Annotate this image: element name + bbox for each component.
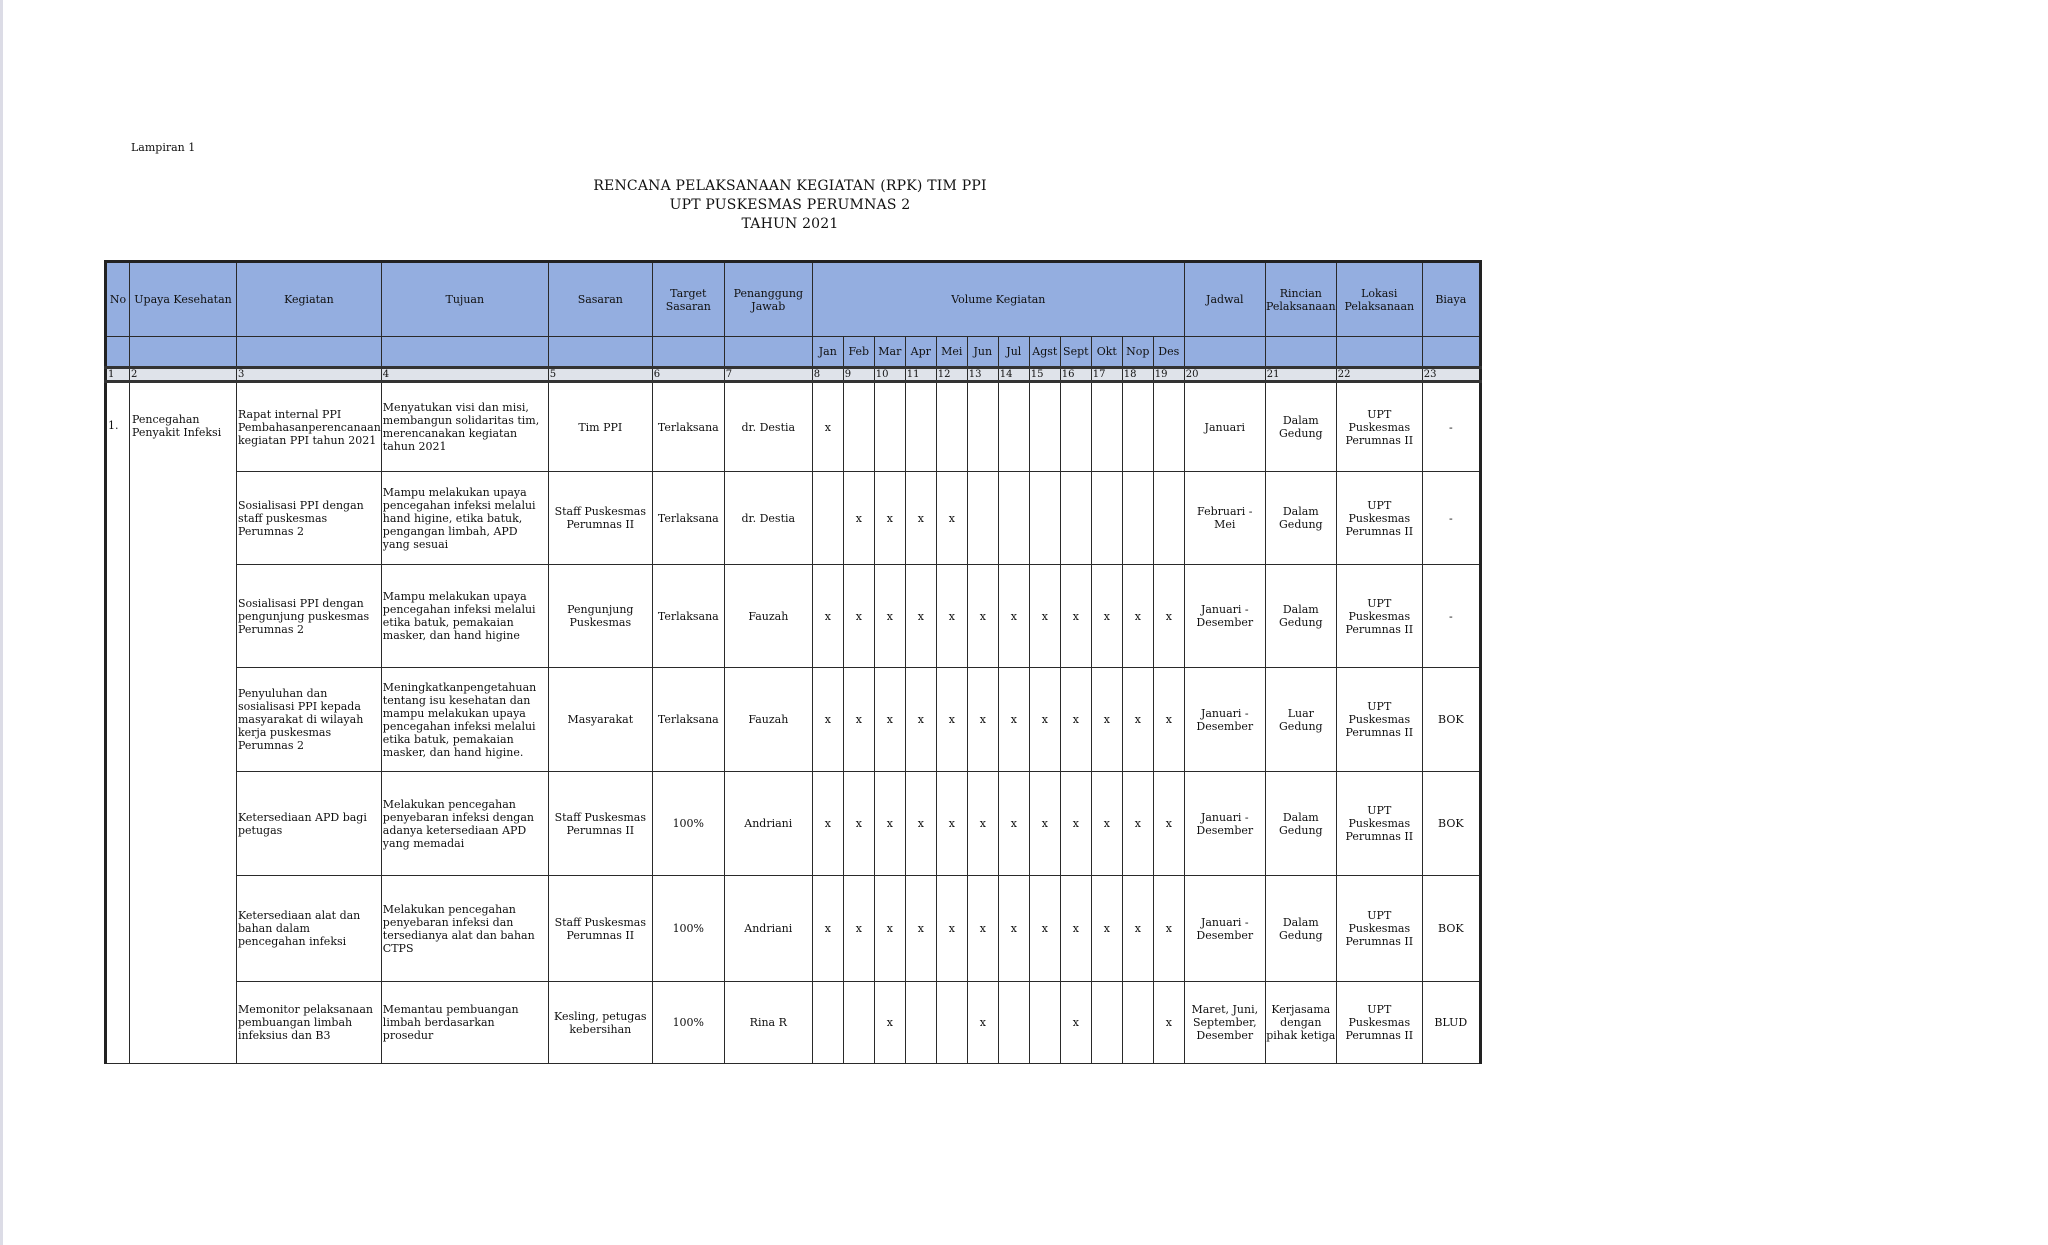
month-row-blank [548, 337, 652, 368]
sasaran-cell: Staff Puskesmas Perumnas II [548, 772, 652, 876]
month-header: Mar [874, 337, 905, 368]
sasaran-cell: Staff Puskesmas Perumnas II [548, 472, 652, 565]
month-mark [1029, 472, 1060, 565]
month-mark [998, 982, 1029, 1064]
header-no: No [106, 262, 130, 337]
document-title [510, 177, 1070, 234]
month-mark [1091, 472, 1122, 565]
kegiatan-cell: Ketersediaan alat dan bahan dalam pencegahan infeksi [237, 876, 382, 982]
month-mark: x [843, 876, 874, 982]
month-mark: x [936, 668, 967, 772]
rincian-cell: Dalam Gedung [1265, 472, 1336, 565]
month-header: Jun [967, 337, 998, 368]
month-row-blank [652, 337, 724, 368]
window-edge [0, 0, 3, 1245]
month-mark [1122, 982, 1153, 1064]
table-row [106, 982, 1481, 1064]
month-row-blank [381, 337, 548, 368]
lokasi-cell: UPT Puskesmas Perumnas II [1336, 382, 1422, 472]
sasaran-cell: Pengunjung Puskesmas [548, 565, 652, 668]
month-mark [967, 472, 998, 565]
month-mark: x [874, 565, 905, 668]
target-cell: Terlaksana [652, 382, 724, 472]
biaya-cell: BOK [1422, 668, 1480, 772]
table-row [106, 472, 1481, 565]
lokasi-cell: UPT Puskesmas Perumnas II [1336, 876, 1422, 982]
penanggung-jawab-cell: dr. Destia [724, 472, 812, 565]
sasaran-cell: Staff Puskesmas Perumnas II [548, 876, 652, 982]
tujuan-cell: Melakukan pencegahan penyebaran infeksi dengan adanya ketersediaan APD yang memadai [381, 772, 548, 876]
month-mark [1029, 982, 1060, 1064]
month-mark [812, 982, 843, 1064]
lokasi-cell: UPT Puskesmas Perumnas II [1336, 982, 1422, 1064]
month-row-blank [724, 337, 812, 368]
month-mark: x [967, 876, 998, 982]
lokasi-cell: UPT Puskesmas Perumnas II [1336, 772, 1422, 876]
month-mark: x [1122, 876, 1153, 982]
month-mark: x [1091, 772, 1122, 876]
sasaran-cell: Tim PPI [548, 382, 652, 472]
upaya-kesehatan: Pencegahan Penyakit Infeksi [130, 382, 237, 1064]
column-number: 1 [106, 368, 130, 382]
column-number: 4 [381, 368, 548, 382]
month-mark: x [1122, 668, 1153, 772]
month-mark: x [874, 982, 905, 1064]
month-mark: x [905, 876, 936, 982]
tujuan-cell: Mampu melakukan upaya pencegahan infeksi melalui hand higine, etika batuk, pengangan limbah, APD yang sesuai [381, 472, 548, 565]
month-mark: x [1153, 668, 1184, 772]
jadwal-cell: Januari [1184, 382, 1265, 472]
target-cell: Terlaksana [652, 668, 724, 772]
biaya-cell: BOK [1422, 772, 1480, 876]
month-mark: x [998, 772, 1029, 876]
lokasi-cell: UPT Puskesmas Perumnas II [1336, 668, 1422, 772]
month-header: Okt [1091, 337, 1122, 368]
month-mark [843, 982, 874, 1064]
column-number: 6 [652, 368, 724, 382]
month-mark: x [1060, 982, 1091, 1064]
jadwal-cell: Maret, Juni, September, Desember [1184, 982, 1265, 1064]
rincian-cell: Dalam Gedung [1265, 565, 1336, 668]
table-row [106, 772, 1481, 876]
month-mark: x [843, 772, 874, 876]
kegiatan-cell: Memonitor pelaksanaan pembuangan limbah infeksius dan B3 [237, 982, 382, 1064]
month-header: Mei [936, 337, 967, 368]
month-mark: x [1091, 565, 1122, 668]
month-mark: x [874, 472, 905, 565]
month-mark: x [967, 668, 998, 772]
month-mark [1122, 382, 1153, 472]
header-pj: Penanggung Jawab [724, 262, 812, 337]
column-number: 5 [548, 368, 652, 382]
month-header: Feb [843, 337, 874, 368]
month-mark [998, 382, 1029, 472]
penanggung-jawab-cell: Rina R [724, 982, 812, 1064]
column-number-row [106, 368, 1481, 382]
column-number: 7 [724, 368, 812, 382]
lokasi-cell: UPT Puskesmas Perumnas II [1336, 565, 1422, 668]
month-row-blank [130, 337, 237, 368]
target-cell: 100% [652, 772, 724, 876]
column-number: 23 [1422, 368, 1480, 382]
month-mark: x [998, 876, 1029, 982]
jadwal-cell: Januari - Desember [1184, 876, 1265, 982]
month-header: Des [1153, 337, 1184, 368]
month-mark [812, 472, 843, 565]
month-row-blank [237, 337, 382, 368]
month-mark: x [812, 876, 843, 982]
month-mark: x [1153, 876, 1184, 982]
header-sasaran: Sasaran [548, 262, 652, 337]
header-jadwal: Jadwal [1184, 262, 1265, 337]
month-mark [1122, 472, 1153, 565]
column-number: 14 [998, 368, 1029, 382]
jadwal-cell: Januari - Desember [1184, 668, 1265, 772]
month-header: Agst [1029, 337, 1060, 368]
month-mark: x [936, 565, 967, 668]
month-mark: x [967, 565, 998, 668]
month-mark: x [812, 382, 843, 472]
month-mark [1153, 382, 1184, 472]
sasaran-cell: Masyarakat [548, 668, 652, 772]
jadwal-cell: Februari - Mei [1184, 472, 1265, 565]
header-kegiatan: Kegiatan [237, 262, 382, 337]
tujuan-cell: Mampu melakukan upaya pencegahan infeksi melalui etika batuk, pemakaian masker, dan hand higine [381, 565, 548, 668]
lokasi-cell: UPT Puskesmas Perumnas II [1336, 472, 1422, 565]
month-header: Sept [1060, 337, 1091, 368]
month-row [106, 337, 1481, 368]
rpk-table [104, 260, 1482, 1064]
month-mark [1091, 982, 1122, 1064]
column-number: 8 [812, 368, 843, 382]
kegiatan-cell: Penyuluhan dan sosialisasi PPI kepada masyarakat di wilayah kerja puskesmas Perumnas 2 [237, 668, 382, 772]
month-mark: x [936, 772, 967, 876]
month-mark: x [967, 982, 998, 1064]
header-rincian: Rincian Pelaksanaan [1265, 262, 1336, 337]
rincian-cell: Kerjasama dengan pihak ketiga [1265, 982, 1336, 1064]
title-line-1: RENCANA PELAKSANAAN KEGIATAN (RPK) TIM PPI [593, 178, 987, 194]
month-mark: x [998, 668, 1029, 772]
column-number: 11 [905, 368, 936, 382]
header-upaya: Upaya Kesehatan [130, 262, 237, 337]
column-number: 9 [843, 368, 874, 382]
tujuan-cell: Melakukan pencegahan penyebaran infeksi dan tersedianya alat dan bahan CTPS [381, 876, 548, 982]
target-cell: 100% [652, 876, 724, 982]
column-number: 3 [237, 368, 382, 382]
month-header: Nop [1122, 337, 1153, 368]
column-number: 10 [874, 368, 905, 382]
table-row [106, 876, 1481, 982]
column-number: 21 [1265, 368, 1336, 382]
month-mark: x [936, 876, 967, 982]
header-row [106, 262, 1481, 337]
month-mark: x [1091, 876, 1122, 982]
column-number: 2 [130, 368, 237, 382]
kegiatan-cell: Ketersediaan APD bagi petugas [237, 772, 382, 876]
tujuan-cell: Memantau pembuangan limbah berdasarkan prosedur [381, 982, 548, 1064]
month-mark: x [1029, 772, 1060, 876]
month-mark: x [1060, 565, 1091, 668]
header-biaya: Biaya [1422, 262, 1480, 337]
month-mark [967, 382, 998, 472]
biaya-cell: - [1422, 565, 1480, 668]
month-mark: x [905, 565, 936, 668]
month-mark [1091, 382, 1122, 472]
column-number: 22 [1336, 368, 1422, 382]
month-row-blank [1422, 337, 1480, 368]
column-number: 15 [1029, 368, 1060, 382]
month-mark: x [1153, 565, 1184, 668]
month-mark: x [967, 772, 998, 876]
month-mark [905, 982, 936, 1064]
month-mark: x [905, 668, 936, 772]
month-mark [905, 382, 936, 472]
month-mark [1029, 382, 1060, 472]
jadwal-cell: Januari - Desember [1184, 772, 1265, 876]
month-mark: x [1060, 876, 1091, 982]
month-mark: x [874, 876, 905, 982]
penanggung-jawab-cell: Andriani [724, 876, 812, 982]
penanggung-jawab-cell: Fauzah [724, 565, 812, 668]
month-mark [936, 982, 967, 1064]
header-volume: Volume Kegiatan [812, 262, 1184, 337]
header-tujuan: Tujuan [381, 262, 548, 337]
month-mark: x [1153, 982, 1184, 1064]
header-lokasi: Lokasi Pelaksanaan [1336, 262, 1422, 337]
title-line-3: TAHUN 2021 [741, 216, 839, 232]
month-mark: x [1029, 668, 1060, 772]
lampiran-label: Lampiran 1 [131, 141, 196, 154]
month-mark [1060, 382, 1091, 472]
month-mark: x [905, 772, 936, 876]
month-mark: x [843, 668, 874, 772]
month-mark: x [998, 565, 1029, 668]
row-number: 1. [106, 382, 130, 1064]
biaya-cell: BOK [1422, 876, 1480, 982]
title-line-2: UPT PUSKESMAS PERUMNAS 2 [669, 197, 911, 213]
table-row [106, 565, 1481, 668]
penanggung-jawab-cell: Fauzah [724, 668, 812, 772]
month-mark: x [812, 668, 843, 772]
month-header: Jul [998, 337, 1029, 368]
rincian-cell: Dalam Gedung [1265, 382, 1336, 472]
month-mark: x [843, 565, 874, 668]
month-mark [874, 382, 905, 472]
column-number: 18 [1122, 368, 1153, 382]
month-mark: x [1122, 772, 1153, 876]
table-row [106, 382, 1481, 472]
month-mark: x [905, 472, 936, 565]
month-mark: x [1060, 668, 1091, 772]
month-mark: x [874, 668, 905, 772]
month-mark: x [1122, 565, 1153, 668]
jadwal-cell: Januari - Desember [1184, 565, 1265, 668]
month-mark [936, 382, 967, 472]
month-mark [843, 382, 874, 472]
penanggung-jawab-cell: Andriani [724, 772, 812, 876]
target-cell: Terlaksana [652, 472, 724, 565]
column-number: 16 [1060, 368, 1091, 382]
month-mark: x [936, 472, 967, 565]
column-number: 12 [936, 368, 967, 382]
month-header: Apr [905, 337, 936, 368]
kegiatan-cell: Sosialisasi PPI dengan pengunjung puskesmas Perumnas 2 [237, 565, 382, 668]
target-cell: Terlaksana [652, 565, 724, 668]
month-mark [1060, 472, 1091, 565]
month-mark: x [874, 772, 905, 876]
biaya-cell: BLUD [1422, 982, 1480, 1064]
month-mark: x [1029, 565, 1060, 668]
penanggung-jawab-cell: dr. Destia [724, 382, 812, 472]
kegiatan-cell: Sosialisasi PPI dengan staff puskesmas Perumnas 2 [237, 472, 382, 565]
month-row-blank [1184, 337, 1265, 368]
column-number: 20 [1184, 368, 1265, 382]
month-mark: x [812, 772, 843, 876]
biaya-cell: - [1422, 472, 1480, 565]
month-mark [1153, 472, 1184, 565]
month-mark: x [1091, 668, 1122, 772]
month-row-blank [1336, 337, 1422, 368]
rincian-cell: Dalam Gedung [1265, 876, 1336, 982]
column-number: 17 [1091, 368, 1122, 382]
table-row [106, 668, 1481, 772]
target-cell: 100% [652, 982, 724, 1064]
month-mark: x [1060, 772, 1091, 876]
rincian-cell: Luar Gedung [1265, 668, 1336, 772]
month-row-blank [1265, 337, 1336, 368]
biaya-cell: - [1422, 382, 1480, 472]
month-mark: x [1029, 876, 1060, 982]
rincian-cell: Dalam Gedung [1265, 772, 1336, 876]
tujuan-cell: Menyatukan visi dan misi, membangun solidaritas tim, merencanakan kegiatan tahun 2021 [381, 382, 548, 472]
column-number: 19 [1153, 368, 1184, 382]
month-header: Jan [812, 337, 843, 368]
kegiatan-cell: Rapat internal PPI Pembahasanperencanaan kegiatan PPI tahun 2021 [237, 382, 382, 472]
month-mark: x [1153, 772, 1184, 876]
column-number: 13 [967, 368, 998, 382]
sasaran-cell: Kesling, petugas kebersihan [548, 982, 652, 1064]
header-target: Target Sasaran [652, 262, 724, 337]
month-row-blank [106, 337, 130, 368]
tujuan-cell: Meningkatkanpengetahuan tentang isu kesehatan dan mampu melakukan upaya pencegahan infeksi melalui etika batuk, pemakaian masker, dan hand higine. [381, 668, 548, 772]
month-mark [998, 472, 1029, 565]
month-mark: x [812, 565, 843, 668]
month-mark: x [843, 472, 874, 565]
